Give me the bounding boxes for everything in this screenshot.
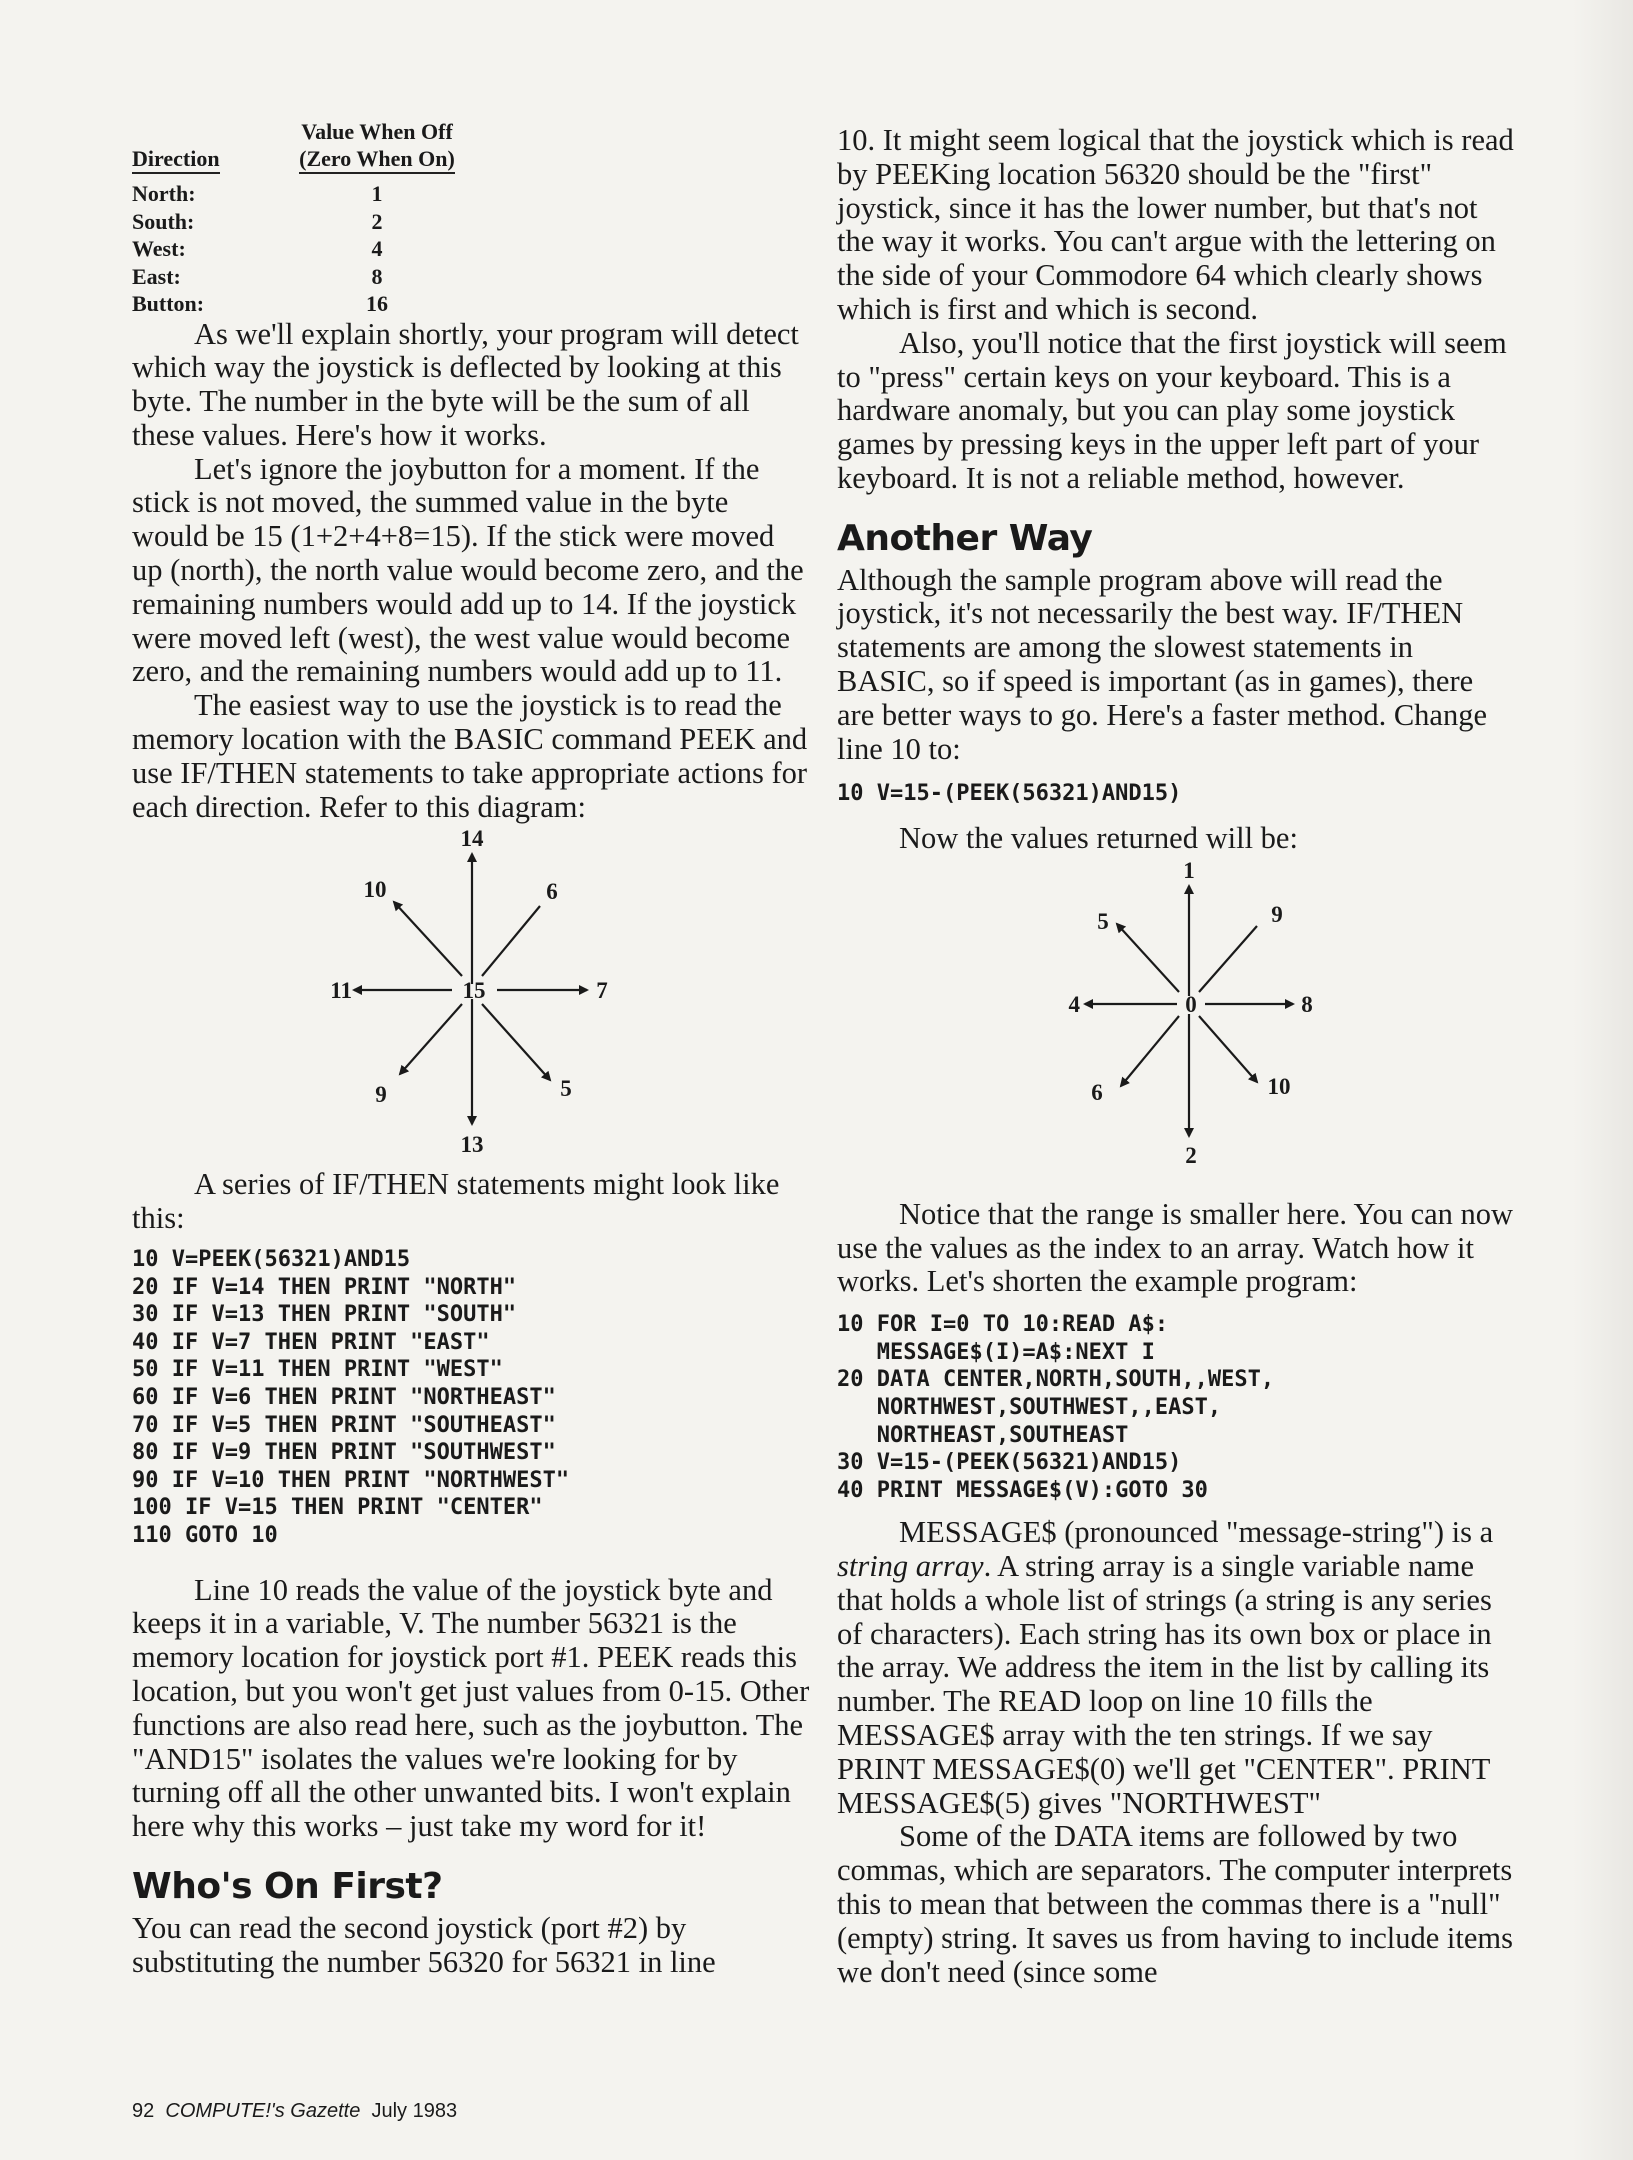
diagram-label-southwest: 6 [1091, 1079, 1103, 1105]
diagram-label-west: 11 [330, 978, 352, 1004]
code-line: 40 IF V=7 THEN PRINT "EAST" [132, 1329, 490, 1355]
page-footer [132, 2100, 457, 2123]
table-row: Button: 16 [132, 291, 388, 316]
code-line: 80 IF V=9 THEN PRINT "SOUTHWEST" [132, 1440, 556, 1466]
code-listing [837, 1311, 1517, 1504]
code-line: NORTHEAST,SOUTHEAST [837, 1422, 1129, 1448]
joystick-diagram-inverted [837, 856, 1517, 1176]
table-row: West: 4 [132, 236, 383, 261]
paragraph: MESSAGE$ (pronounced "message-string") is a string array. A string array is a single variable name that holds a whole list of strings (a string is any series of characters). Each string has its own box or place in the array. We address the item in the list by calling its number. The READ loop on line 10 fills the MESSAGE$ array with the ten strings. If we say PRINT MESSAGE$(0) we'll get "CENTER". PRINT MESSAGE$(5) gives "NORTHWEST" [837, 1515, 1494, 1820]
paragraph: The easiest way to use the joystick is to read the memory location with the BASIC command PEEK and use IF/THEN statements to take appropriate actions for each direction. Refer to this diagram: [132, 688, 808, 824]
diagram-label-northeast: 9 [1271, 901, 1283, 927]
table-row: North: 1 [132, 181, 383, 206]
paragraph: Some of the DATA items are followed by two commas, which are separators. The computer interprets this to mean that between the commas there is a "null" (empty) string. It saves us from having to include items we don't need (since some [837, 1819, 1513, 1989]
diagram-label-west: 4 [1068, 991, 1080, 1017]
paragraph: 10. It might seem logical that the joystick which is read by PEEKing location 56320 should be the "first" joystick, since it has the lower number, but that's not the way it works. You can't argue with the lettering on the side of your Commodore 64 which clearly shows which is first and which is second. [837, 123, 1514, 326]
diagram-label-east: 8 [1301, 991, 1313, 1017]
code-line: 20 IF V=14 THEN PRINT "NORTH" [132, 1274, 517, 1300]
code-line: 100 IF V=15 THEN PRINT "CENTER" [132, 1495, 543, 1521]
code-line: 20 DATA CENTER,NORTH,SOUTH,,WEST, [837, 1367, 1275, 1393]
magazine-title: COMPUTE!'s Gazette [165, 2100, 361, 2122]
code-line: 30 V=15-(PEEK(56321)AND15) [837, 1450, 1182, 1476]
section-heading: Who's On First? [132, 1865, 443, 1907]
code-line: NORTHWEST,SOUTHWEST,,EAST, [837, 1394, 1222, 1420]
paragraph: Notice that the range is smaller here. You can now use the values as the index to an array. Watch how it works. Let's shorten the example program: [837, 1196, 1514, 1299]
paragraph: Line 10 reads the value of the joystick byte and keeps it in a variable, V. The number 56321 is the memory location for joystick port #1. PEEK reads this location, but you won't get just values from 0-15. Other functions are also read here, such as the joybutton. The "AND15" isolates the values we're looking for by turning off all the other unwanted bits. I won't explain here why this works – just take my word for it! [132, 1572, 810, 1844]
paragraph: As we'll explain shortly, your program will detect which way the joystick is deflected by looking at this byte. The number in the byte will be the sum of all these values. Here's how it works. [132, 316, 799, 452]
page-edge-shadow [1573, 0, 1633, 2160]
emphasis-string-array: string array [837, 1549, 984, 1584]
page-number: 92 [132, 2100, 155, 2122]
code-line: 10 FOR I=0 TO 10:READ A$: [837, 1312, 1169, 1338]
code-line: 110 GOTO 10 [132, 1522, 278, 1548]
code-line: 10 V=15-(PEEK(56321)AND15) [837, 781, 1182, 807]
diagram-label-center: 0 [1185, 991, 1197, 1017]
diagram-label-southeast: 5 [560, 1076, 572, 1102]
paragraph: A series of IF/THEN statements might look like this: [132, 1167, 780, 1236]
diagram-label-south: 13 [460, 1132, 484, 1155]
diagram-label-south: 2 [1185, 1142, 1197, 1168]
code-listing [132, 1246, 810, 1550]
paragraph: You can read the second joystick (port #2) by substituting the number 56320 for 56321 in line [132, 1910, 716, 1979]
table-row: South: 2 [132, 208, 383, 234]
paragraph: Although the sample program above will read the joystick, it's not necessarily the best way. IF/THEN statements are among the slowest statements in BASIC, so if speed is important (as in games), there are better ways to go. Here's a faster method. Change line 10 to: [837, 562, 1487, 766]
table-row: East: 8 [132, 263, 383, 289]
table-header-value-line1: Value When Off [301, 119, 453, 144]
diagram-label-northeast: 6 [546, 879, 558, 905]
diagram-label-northwest: 5 [1097, 908, 1109, 934]
code-line: 10 V=PEEK(56321)AND15 [132, 1247, 411, 1273]
right-column [837, 124, 1517, 1989]
paragraph: Let's ignore the joybutton for a moment. If the stick is not moved, the summed value in the byte would be 15 (1+2+4+8=15). If the stick were moved up (north), the north value would become zero, and the remaining numbers would add up to 14. If the joystick were moved left (west), the west value would become zero, and the remaining numbers would add up to 11. [132, 451, 804, 689]
code-line: 40 PRINT MESSAGE$(V):GOTO 30 [837, 1477, 1208, 1503]
issue-date: July 1983 [371, 2100, 458, 2122]
diagram-label-northwest: 10 [363, 877, 387, 903]
joystick-value-table [132, 118, 472, 318]
diagram-label-center: 15 [462, 978, 486, 1004]
code-line: 50 IF V=11 THEN PRINT "WEST" [132, 1357, 503, 1383]
code-line: 70 IF V=5 THEN PRINT "SOUTHEAST" [132, 1412, 556, 1438]
code-line: 30 IF V=13 THEN PRINT "SOUTH" [132, 1302, 517, 1328]
code-line: MESSAGE$(I)=A$:NEXT I [837, 1339, 1155, 1365]
left-column [132, 118, 810, 1979]
paragraph: Now the values returned will be: [899, 820, 1298, 855]
diagram-label-southwest: 9 [375, 1082, 387, 1108]
diagram-label-north: 14 [460, 826, 484, 852]
joystick-diagram-peek [132, 824, 810, 1154]
table-header-direction: Direction [132, 145, 220, 174]
table-header-value-line2: (Zero When On) [299, 145, 455, 174]
paragraph: Also, you'll notice that the first joystick will seem to "press" certain keys on your keyboard. This is a hardware anomaly, but you can play some joystick games by pressing keys in the upper left part of your keyboard. It is not a reliable method, however. [837, 325, 1507, 495]
code-line: 60 IF V=6 THEN PRINT "NORTHEAST" [132, 1385, 556, 1411]
diagram-label-southeast: 10 [1267, 1073, 1291, 1099]
diagram-label-east: 7 [596, 978, 608, 1004]
code-line: 90 IF V=10 THEN PRINT "NORTHWEST" [132, 1467, 570, 1493]
section-heading: Another Way [837, 517, 1093, 559]
diagram-label-north: 1 [1183, 857, 1195, 883]
